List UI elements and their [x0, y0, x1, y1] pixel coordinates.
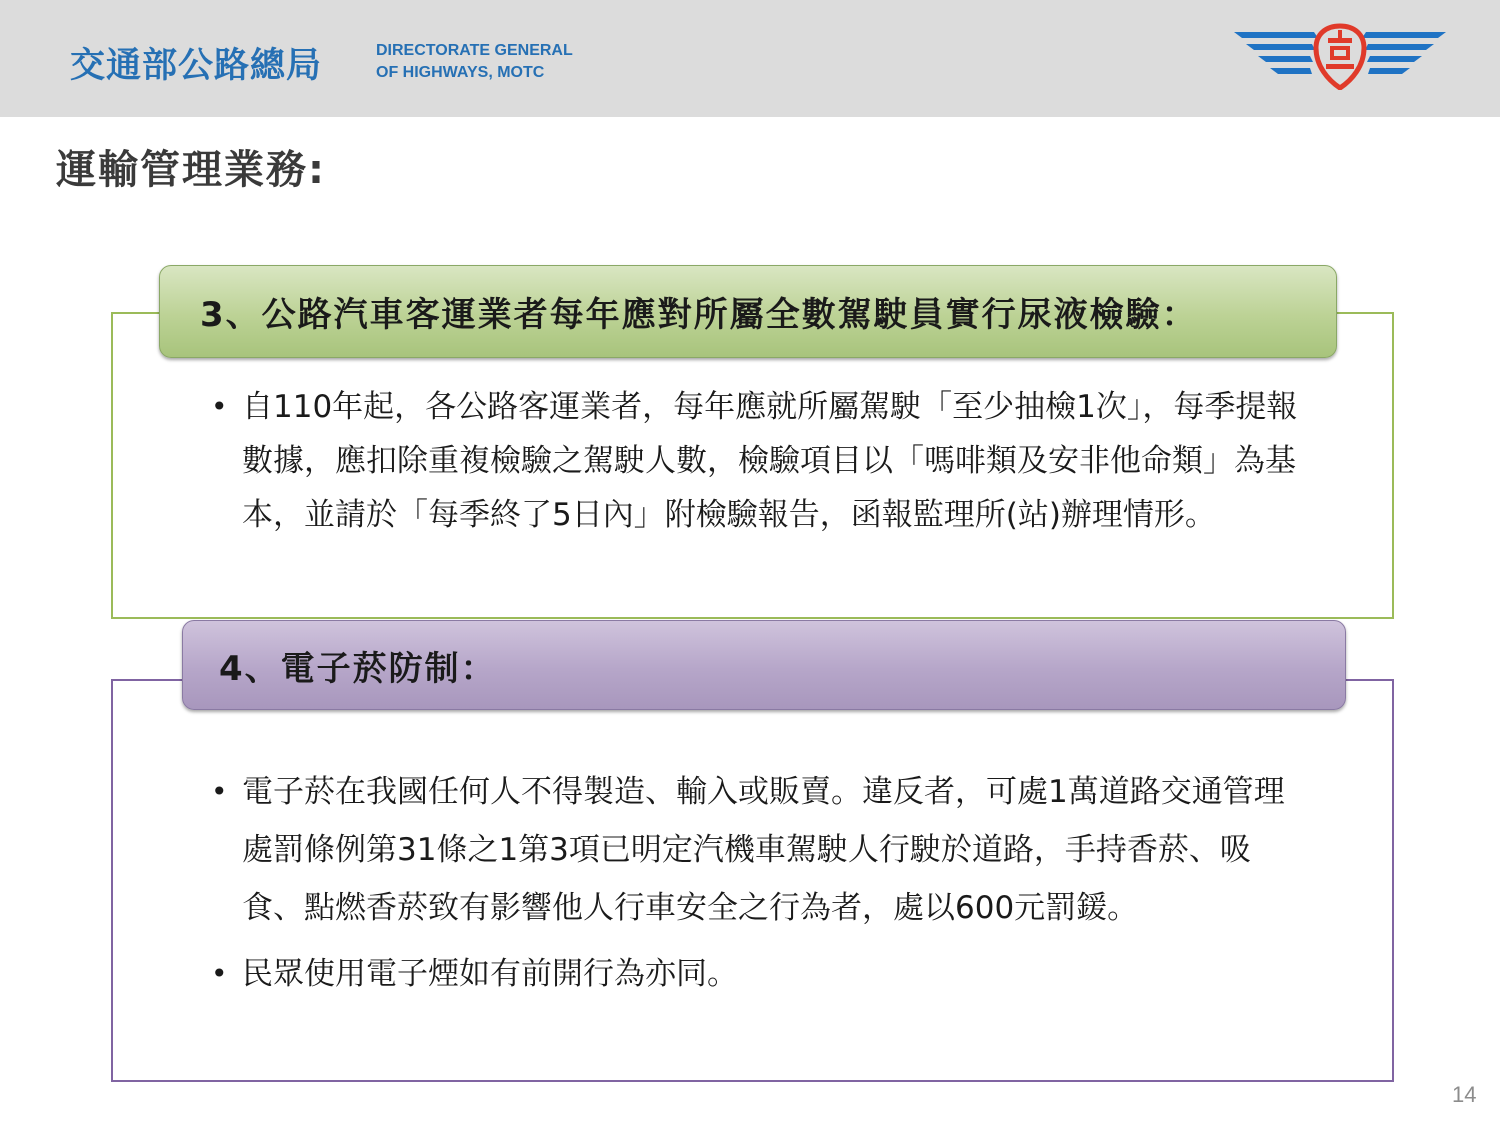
- header-bar: [0, 0, 1500, 117]
- org-name-zh: 交通部公路總局: [70, 46, 323, 86]
- bullet-dot-icon: •: [211, 957, 228, 990]
- org-name-en-line2: OF HIGHWAYS, MOTC: [376, 64, 545, 81]
- bullet-text: 民眾使用電子煙如有前開行為亦同。: [242, 956, 738, 992]
- org-name-en: [376, 40, 573, 84]
- section-4-bullet-list: [211, 763, 1304, 1003]
- bullet-dot-icon: •: [211, 390, 228, 423]
- list-item: [211, 945, 1304, 1003]
- section-3-heading: 3、公路汽車客運業者每年應對所屬全數駕駛員實行尿液檢驗：: [159, 265, 1337, 358]
- org-name-en-line1: DIRECTORATE GENERAL: [376, 42, 573, 59]
- section-3-bullet-list: [211, 380, 1304, 542]
- bullet-text: 電子菸在我國任何人不得製造、輸入或販賣。違反者，可處1萬道路交通管理處罰條例第31條之1第3項已明定汽機車駕駛人行駛於道路，手持香菸、吸食、點燃香菸致有影響他人行車安全之行為者，處以600元罰鍰。: [242, 774, 1285, 926]
- page-number: 14: [1452, 1082, 1477, 1107]
- list-item: [211, 763, 1304, 937]
- highway-winged-emblem-icon: [1232, 22, 1448, 90]
- section-4-heading: 4、電子菸防制：: [182, 620, 1346, 710]
- page-title: 運輸管理業務:: [56, 147, 326, 193]
- bullet-dot-icon: •: [211, 775, 228, 808]
- bullet-text: 自110年起，各公路客運業者，每年應就所屬駕駛「至少抽檢1次」，每季提報數據，應扣除重複檢驗之駕駛人數，檢驗項目以「嗎啡類及安非他命類」為基本，並請於「每季終了5日內」附檢驗報告，函報監理所(站)辦理情形。: [242, 389, 1298, 533]
- list-item: [211, 380, 1304, 542]
